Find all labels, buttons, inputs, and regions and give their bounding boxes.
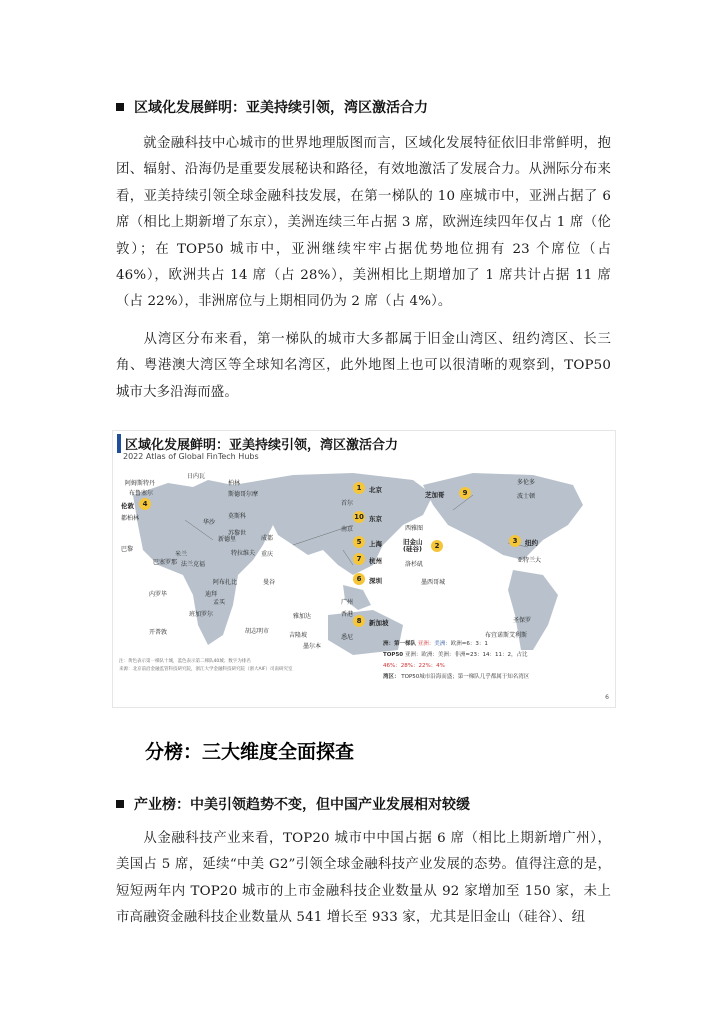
city-label: 阿布扎比: [213, 579, 238, 586]
city-label: 旧金山 (硅谷): [403, 538, 423, 553]
figure-subtitle: 2022 Atlas of Global FinTech Hubs: [123, 452, 259, 461]
city-label: 巴黎: [121, 546, 134, 553]
city-label: 杭州: [369, 557, 382, 565]
bullet-square-icon: [116, 103, 124, 111]
city-label: 墨尔本: [303, 643, 322, 650]
city-label: 上海: [369, 540, 382, 548]
city-label: 曼谷: [263, 579, 276, 586]
city-label: 华沙: [203, 519, 216, 526]
figure-legend: 洲：第一梯队 亚洲：美洲：欧洲=6：3：1 TOP50 亚洲：欧洲：美洲：非洲=23：14：11：2，占比 46%：28%：22%：4% 湾区： TOP50城市沿海而盛；第一梯队几乎都属于知名湾区: [383, 641, 530, 680]
rank-badge: 7: [353, 553, 365, 565]
city-label: 东京: [369, 515, 382, 523]
rank-badge: 4: [139, 498, 151, 510]
figure-title: 区域化发展鲜明：亚美持续引领，湾区激活合力: [117, 434, 398, 453]
section-heading-regional: 区域化发展鲜明：亚美持续引领，湾区激活合力: [116, 97, 428, 117]
city-label: 吉隆坡: [289, 632, 308, 639]
city-label: 巴塞罗那: [153, 559, 178, 566]
paragraph-industry-1: 从金融科技产业来看，TOP20 城市中中国占据 6 席（相比上期新增广州），美国占 5 席，延续“中美 G2”引领全球金融科技产业发展的态势。值得注意的是，短短两年内 TOP20 城市的上市金融科技企业数量从 92 家增加至 150 家，未上市高融资金融科技企业数量从 541 增长至 933 家，尤其是旧金山（硅谷）、纽: [116, 831, 611, 926]
city-label: 内罗毕: [149, 591, 168, 598]
city-label: 北京: [369, 486, 382, 494]
city-label: 米兰: [175, 551, 188, 558]
city-label: 成都: [261, 535, 274, 542]
city-label: 首尔: [341, 500, 354, 507]
city-label: 深圳: [369, 577, 382, 585]
rank-badge: 9: [459, 487, 471, 499]
city-label: 迪拜: [205, 591, 218, 598]
city-label: 西雅图: [405, 525, 424, 532]
city-label: 苏黎世: [228, 530, 247, 537]
rank-badge: 2: [431, 540, 443, 552]
city-label: 圣保罗: [513, 617, 532, 624]
paragraph-regional-1: 就金融科技中心城市的世界地理版图而言，区域化发展特征依旧非常鲜明，抱团、辐射、沿海仍是重要发展秘诀和路径，有效地激活了发展合力。从洲际分布来看，亚美持续引领全球金融科技发展，在第一梯队的 10 座城市中，亚洲占据了 6 席（相比上期新增了东京），美洲连续三年占据 3 席，欧洲连续四年仅占 1 席（伦敦）；在 TOP50 城市中，亚洲继续牢牢占据优势地位拥有 23 个席位（占 46%），欧洲共占 14 席（占 28%），美洲相比上期增加了 1 席共计占据 11 席（占 22%），非洲席位与上期相同仍为 2 席（占 4%）。: [116, 136, 611, 310]
rank-badge: 8: [353, 615, 365, 627]
city-label: 胡志明市: [245, 628, 270, 635]
rank-badge: 6: [353, 573, 365, 585]
city-label: 日内瓦: [187, 473, 206, 480]
figure-notes: 注：黄色表示第一梯队十城，蓝色表示第二梯队40城；数字为排名 来源：北京前沿金融监管科技研究院，浙江大学金融科技研究院（浙大AIF）司南研究室: [119, 659, 293, 672]
city-label: 亚特兰大: [517, 557, 542, 564]
city-label: 法兰克福: [181, 561, 206, 568]
city-label: 香港: [341, 611, 354, 618]
city-label: 都柏林: [121, 515, 140, 522]
city-label: 雅加达: [293, 613, 312, 620]
city-label: 莫斯科: [228, 513, 247, 520]
rank-badge: 1: [353, 482, 365, 494]
paragraph-regional-2: 从湾区分布来看，第一梯队的城市大多都属于旧金山湾区、纽约湾区、长三角、粤港澳大湾区等全球知名湾区，此外地图上也可以很清晰的观察到，TOP50 城市大多沿海而盛。: [116, 332, 611, 400]
city-label: 南京: [341, 526, 354, 533]
city-label: 多伦多: [517, 479, 536, 486]
city-label: 班加罗尔: [189, 611, 214, 618]
city-label: 新加坡: [369, 619, 389, 627]
city-label: 新德里: [218, 536, 237, 543]
section-heading-industry: 产业榜：中美引领趋势不变，但中国产业发展相对较缓: [116, 794, 470, 814]
city-label: 开普敦: [149, 629, 168, 636]
city-label: 布宜诺斯艾利斯: [485, 632, 528, 639]
section-heading-sub-rankings: 分榜：三大维度全面探查: [145, 741, 355, 763]
city-label: 广州: [341, 599, 354, 606]
bullet-square-icon: [116, 800, 124, 808]
city-label: 重庆: [261, 551, 274, 558]
city-label: 墨西哥城: [421, 579, 446, 586]
city-label: 孟买: [213, 599, 226, 606]
city-label: 阿姆斯特丹: [125, 480, 156, 487]
fintech-map-figure: [112, 430, 616, 708]
city-label: 布鲁塞尔: [129, 490, 154, 497]
city-label: 纽约: [525, 539, 538, 547]
rank-badge: 10: [354, 513, 364, 521]
city-label: 柏林: [228, 480, 241, 487]
rank-badge: 5: [353, 536, 365, 548]
city-label: 斯德哥尔摩: [228, 491, 259, 498]
city-label: 悉尼: [341, 634, 354, 641]
rank-badge: 3: [509, 535, 521, 547]
city-label: 特拉维夫: [231, 550, 256, 557]
slide-page-number: 6: [605, 694, 609, 701]
city-label: 芝加哥: [425, 491, 445, 499]
city-label: 伦敦: [121, 502, 134, 510]
city-label: 洛杉矶: [405, 561, 424, 568]
city-label: 波士顿: [517, 493, 536, 500]
